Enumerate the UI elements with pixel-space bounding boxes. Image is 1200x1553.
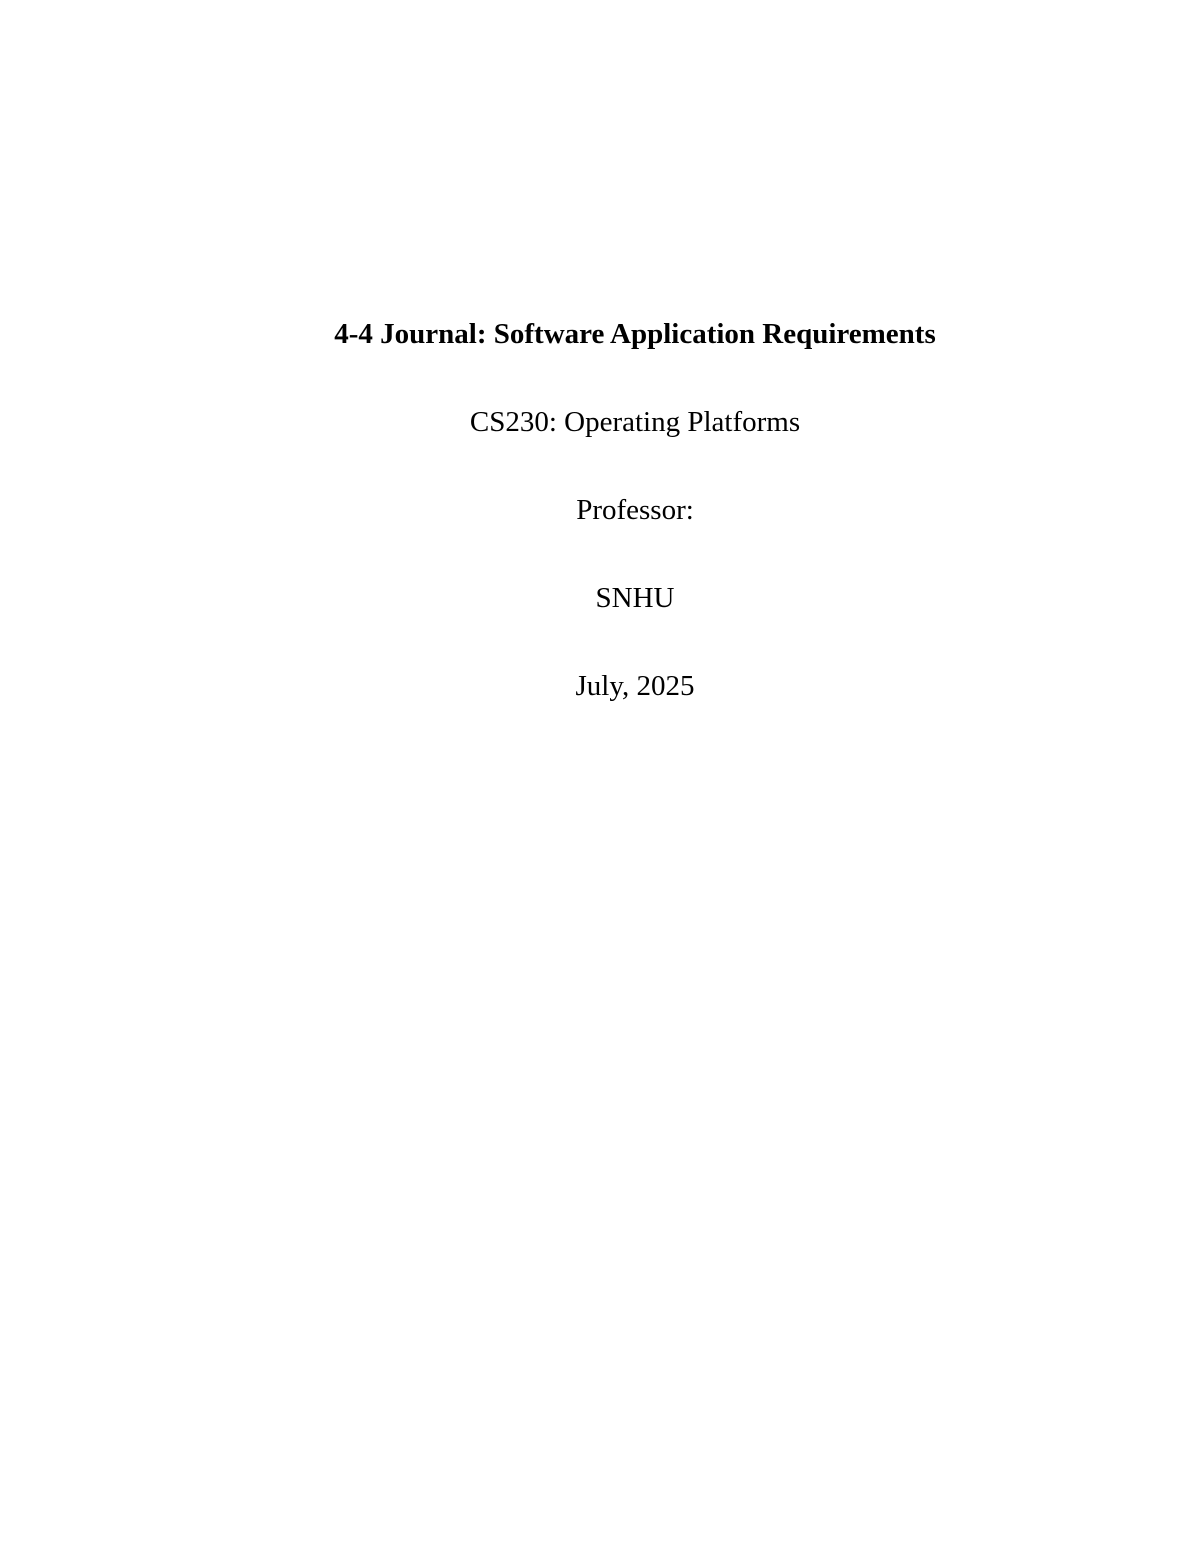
professor-line: Professor: — [576, 494, 694, 526]
title-page-block — [0, 316, 1200, 756]
institution-name: SNHU — [595, 582, 675, 614]
document-date: July, 2025 — [575, 670, 695, 702]
course-name: CS230: Operating Platforms — [469, 406, 801, 438]
document-title: 4-4 Journal: Software Application Requirements — [334, 318, 936, 350]
